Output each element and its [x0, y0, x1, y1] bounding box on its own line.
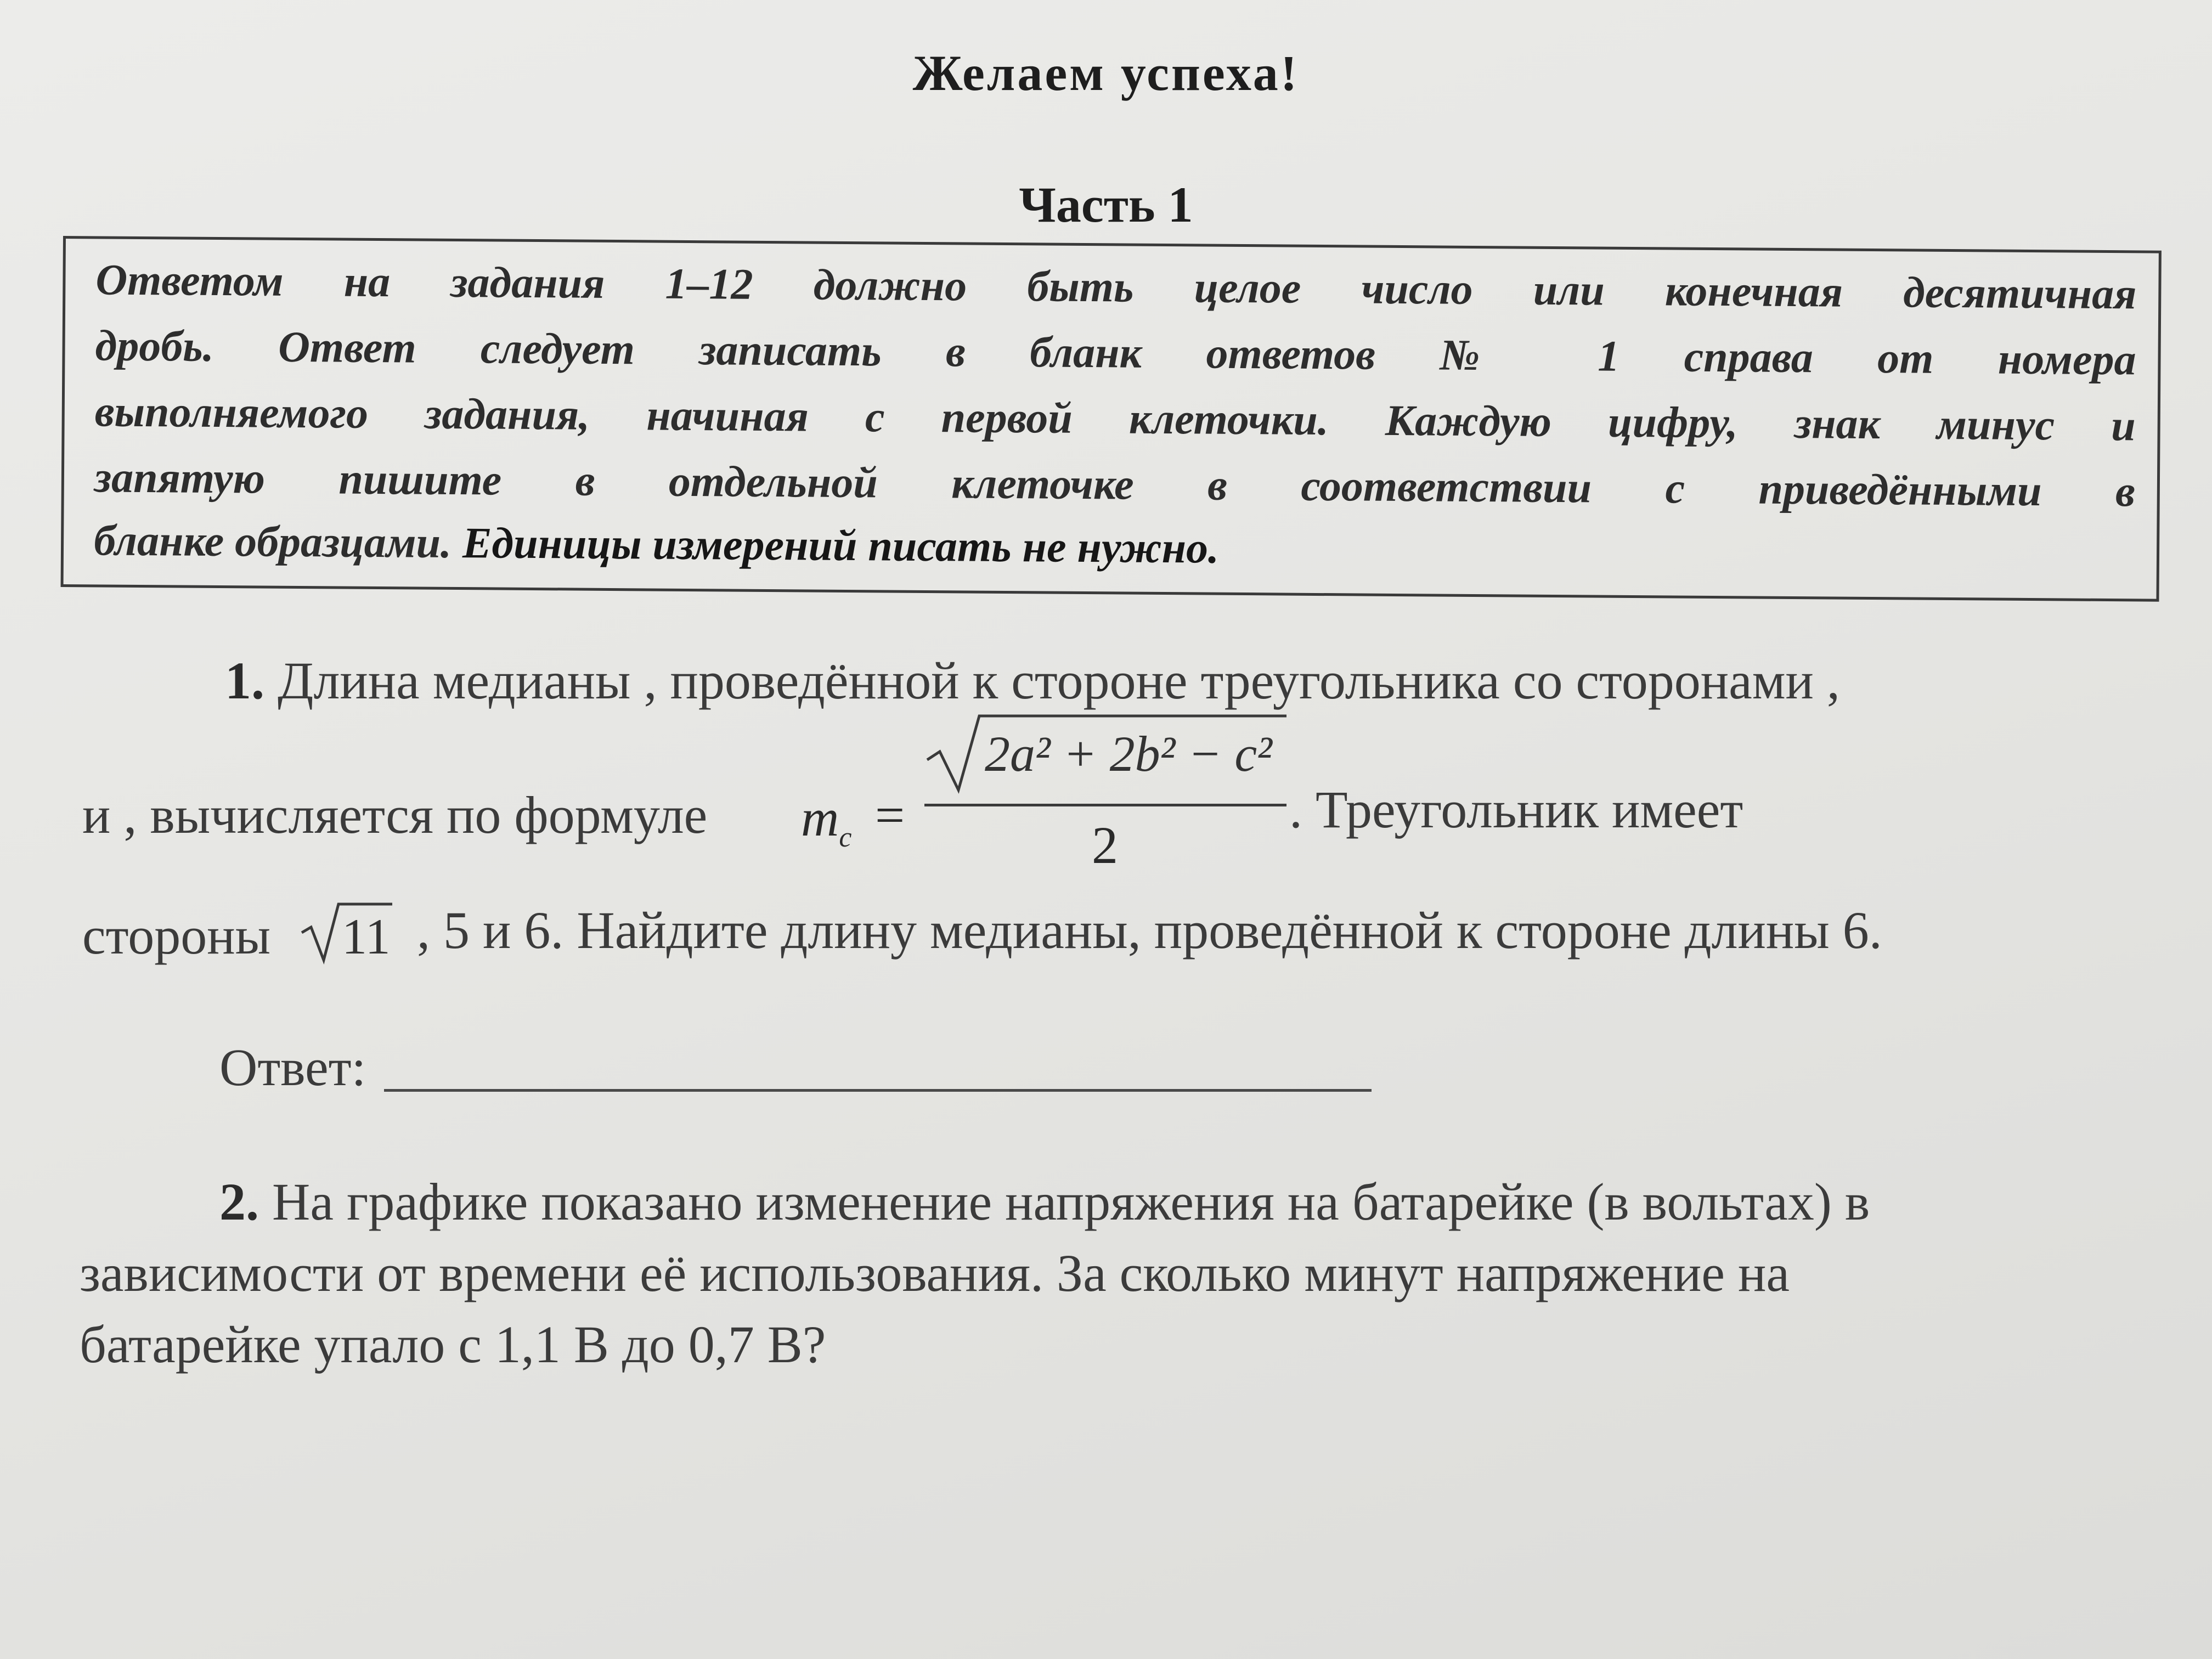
wish-heading: Желаем успеха! [912, 45, 1300, 101]
instruction-line: дробь. Ответ следует записать в бланк ответов № 1 справа от номера [95, 321, 2136, 385]
answer-blank-line[interactable] [384, 1089, 1372, 1092]
task1-number: 1. [225, 651, 264, 710]
task2-line2: зависимости от времени её использования. За сколько минут напряжение на [80, 1244, 1790, 1302]
formula-m: m [801, 788, 839, 847]
instruction-line: выполняемого задания, начиная с первой клеточки. Каждую цифру, знак минус и [94, 387, 2136, 450]
sqrt-11-icon [299, 900, 395, 966]
formula-subscript: c [839, 822, 852, 854]
instruction-line: Ответом на задания 1–12 должно быть целое число или конечная десятичная [95, 256, 2137, 319]
formula-lhs [801, 787, 851, 854]
task1-line1 [225, 650, 1840, 711]
task2-text: На графике показано изменение напряжения на батарейке (в вольтах) в [272, 1172, 1870, 1231]
task1-line3-end: , 5 и 6. Найдите длину медианы, проведённой к стороне длины 6. [417, 901, 1882, 960]
formula-numerator: 2a² + 2b² − c² [985, 726, 1272, 782]
answer-label: Ответ: [219, 1038, 366, 1097]
task1-line2-start: и , вычисляется по формуле [82, 786, 708, 844]
part-heading: Часть 1 [1019, 177, 1193, 233]
task2-number: 2. [219, 1172, 259, 1231]
task1-line3-start: стороны [82, 906, 271, 965]
median-formula [801, 708, 1284, 872]
task2-line3: батарейке упало с 1,1 В до 0,7 В? [80, 1315, 826, 1374]
instruction-text: бланке образцами. [93, 516, 463, 568]
formula-denominator: 2 [1092, 816, 1118, 874]
task2-line1 [219, 1171, 1870, 1232]
instruction-emphasis: Единицы измерений писать не нужно. [462, 519, 1220, 573]
sqrt-radicand: 11 [342, 909, 391, 964]
formula-equals: = [875, 786, 905, 844]
instruction-line-last [94, 516, 1220, 573]
instruction-line: запятую пишите в отдельной клеточке в соответствии с приведёнными в [94, 453, 2136, 516]
task1-text: Длина медианы , проведённой к стороне треугольника со сторонами , [278, 651, 1840, 710]
fraction-bar [924, 804, 1286, 806]
instructions-box [61, 236, 2162, 602]
sqrt-radical-icon [924, 708, 1286, 795]
task1-line2-end: . Треугольник имеет [1289, 780, 1743, 839]
